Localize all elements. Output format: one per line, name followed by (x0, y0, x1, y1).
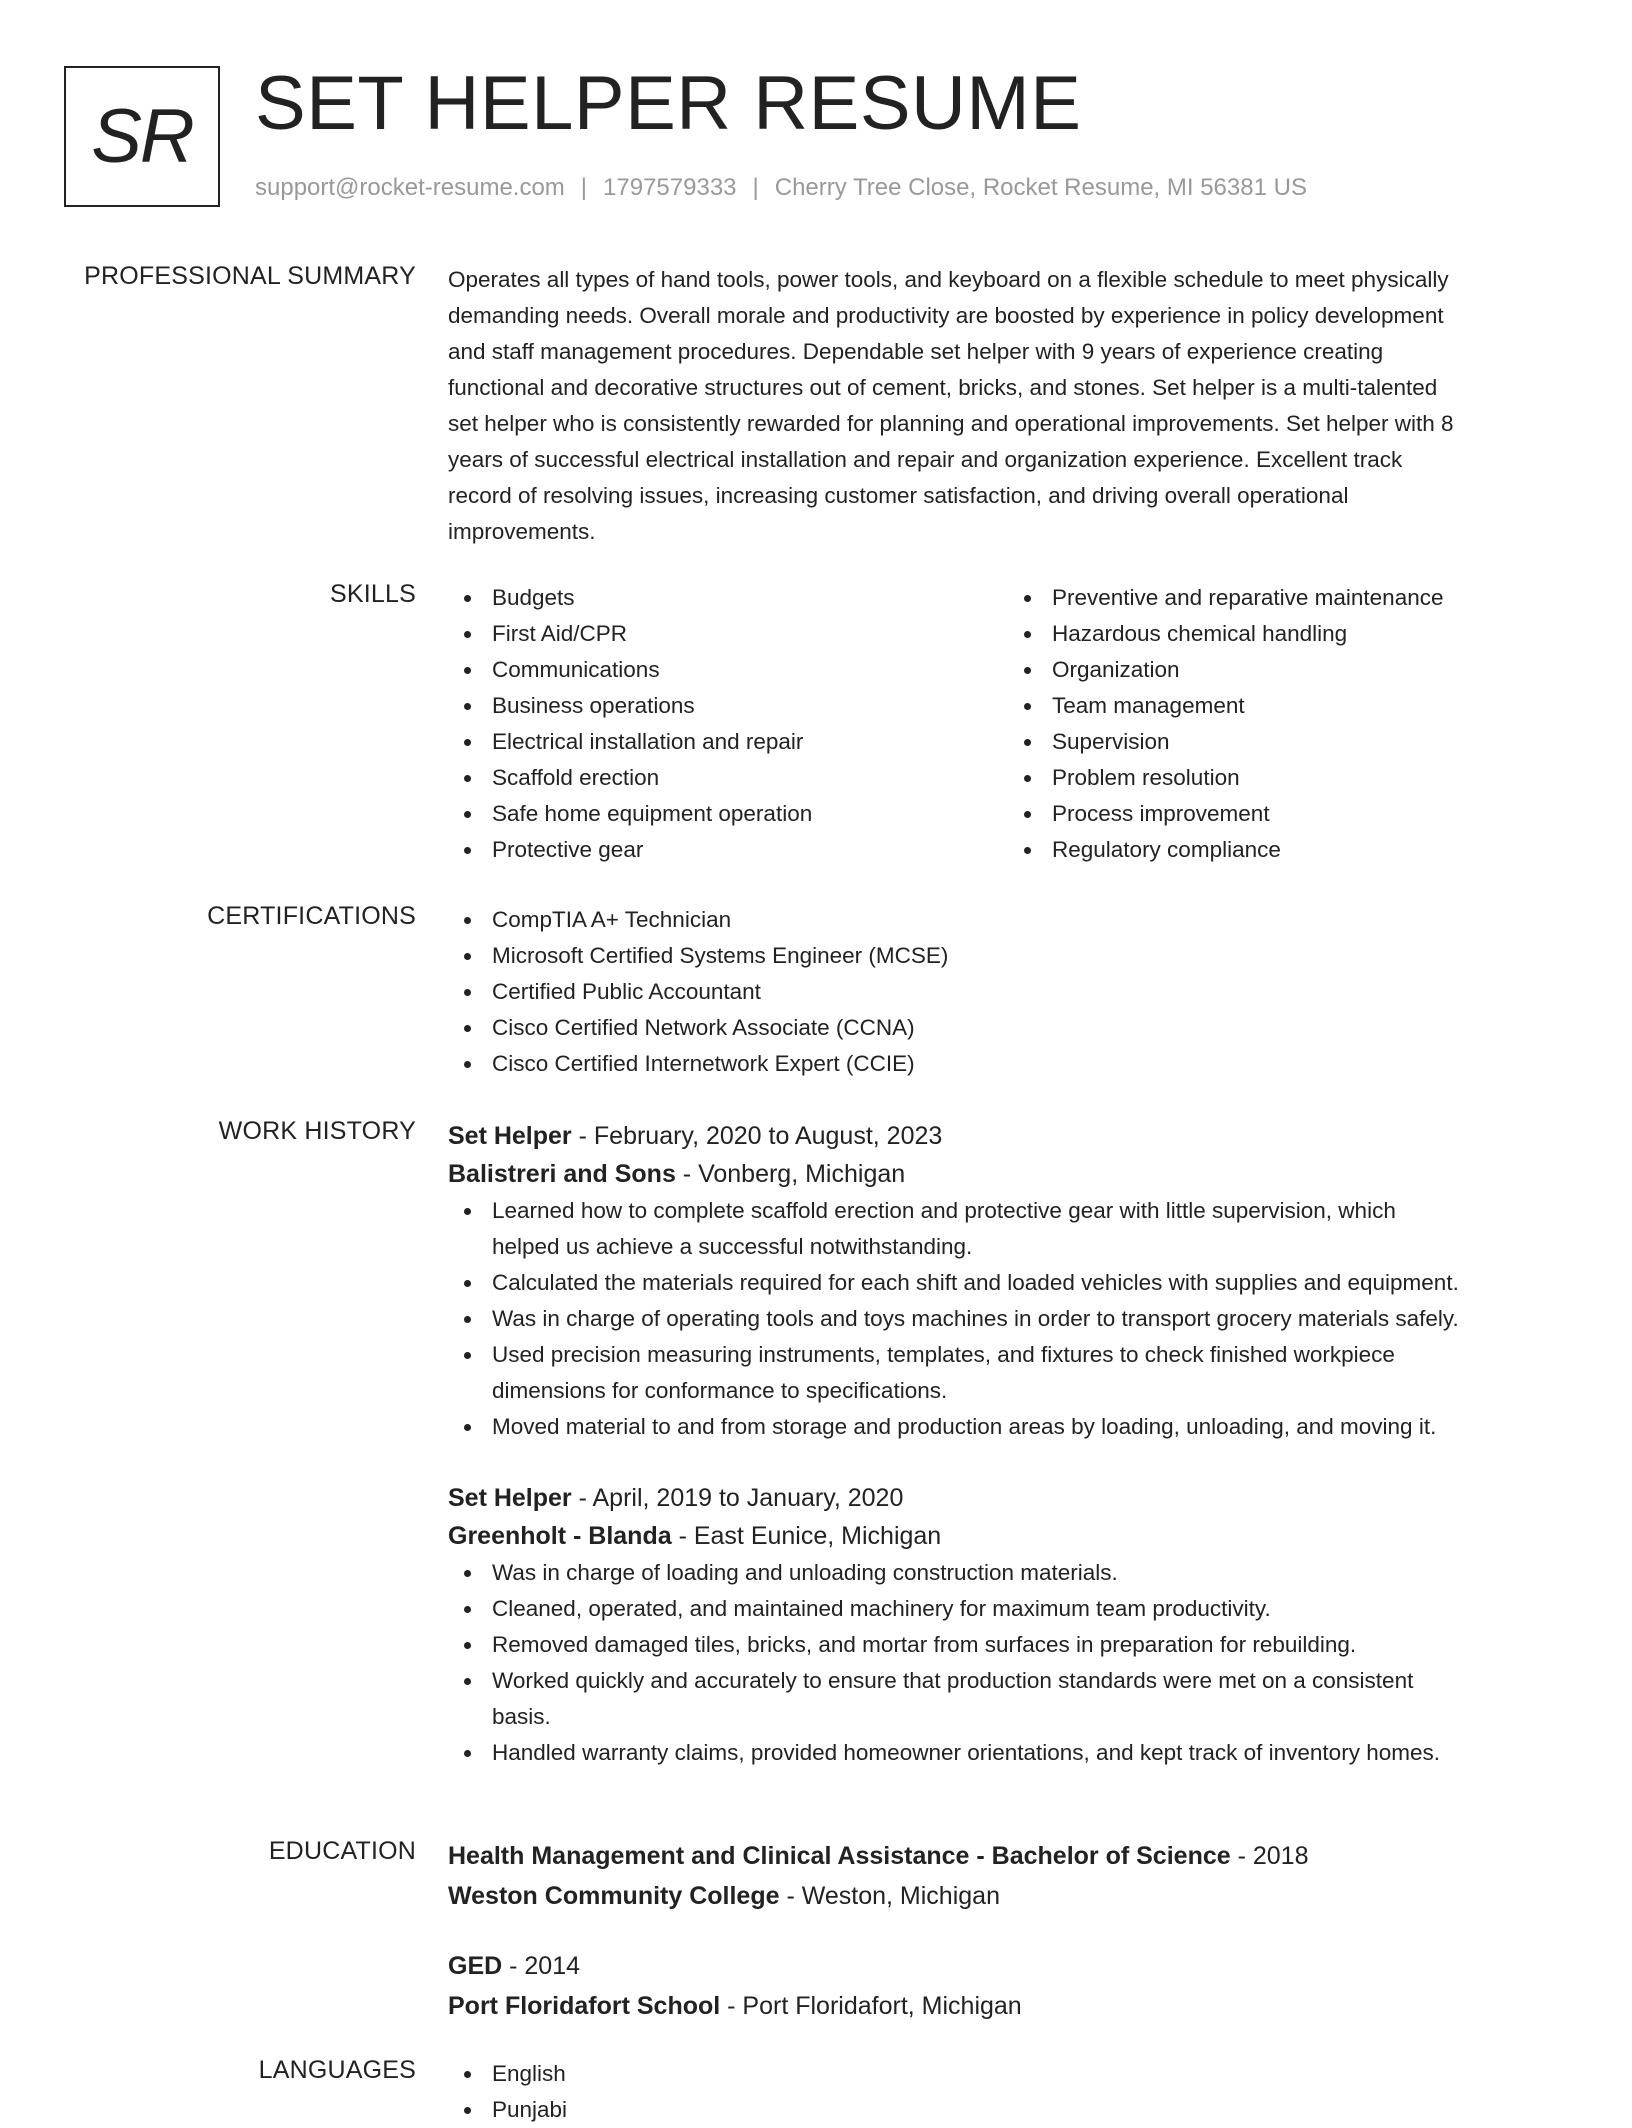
skills-body (448, 580, 1568, 868)
job-company: Greenholt - Blanda (448, 1522, 672, 1550)
certification-item: Cisco Certified Network Associate (CCNA) (492, 1010, 1568, 1046)
certification-item: Cisco Certified Internetwork Expert (CCIE) (492, 1046, 1568, 1082)
language-item: English (492, 2056, 1568, 2092)
skill-item: Supervision (1052, 724, 1568, 760)
bullet-line: helped us achieve a successful notwithstanding. (492, 1234, 973, 1259)
languages-body (448, 2056, 1568, 2128)
contact-email[interactable]: support@rocket-resume.com (255, 174, 565, 201)
bullet-line: Was in charge of loading and unloading construction materials. (492, 1560, 1118, 1585)
bullet-line: Was in charge of operating tools and toys machines in order to transport grocery materials safely. (492, 1306, 1459, 1331)
job-entry (448, 1117, 1568, 1445)
bullet-line: dimensions for conformance to specifications. (492, 1378, 948, 1403)
bullet-line: Calculated the materials required for each shift and loaded vehicles with supplies and equipment. (492, 1270, 1459, 1295)
contact-address: Cherry Tree Close, Rocket Resume, MI 56381 US (774, 174, 1307, 201)
bullet-line: Removed damaged tiles, bricks, and mortar from surfaces in preparation for rebuilding. (492, 1632, 1357, 1657)
education-body (448, 1837, 1568, 2025)
bullet-line: basis. (492, 1704, 551, 1729)
education-school: Weston Community College (448, 1882, 780, 1910)
education-degree: GED (448, 1952, 503, 1980)
certifications-list (448, 902, 1568, 1082)
skill-item: Budgets (492, 580, 1008, 616)
job-bullet (492, 1265, 1568, 1301)
certification-item: Microsoft Certified Systems Engineer (MCSE) (492, 938, 1568, 974)
section-title-summary: PROFESSIONAL SUMMARY (84, 262, 416, 290)
job-role: Set Helper (448, 1484, 572, 1512)
contact-phone[interactable]: 1797579333 (603, 174, 737, 201)
section-title-certifications: CERTIFICATIONS (207, 902, 416, 930)
job-role-line (448, 1479, 1568, 1517)
education-location: - Weston, Michigan (779, 1882, 1000, 1910)
education-school-line (448, 1877, 1568, 1915)
skill-item: Problem resolution (1052, 760, 1568, 796)
summary-line: set helper who is consistently rewarded for planning and operational improvements. Set helper with 8 (448, 411, 1454, 436)
skill-item: Safe home equipment operation (492, 796, 1008, 832)
job-company-line (448, 1517, 1568, 1555)
work-body (448, 1117, 1568, 1771)
bullet-line: Handled warranty claims, provided homeowner orientations, and kept track of inventory homes. (492, 1740, 1440, 1765)
job-role: Set Helper (448, 1122, 572, 1150)
monogram-logo: SR (64, 66, 220, 207)
bullet-line: Cleaned, operated, and maintained machinery for maximum team productivity. (492, 1596, 1271, 1621)
skill-item: Protective gear (492, 832, 1008, 868)
languages-list (448, 2056, 1568, 2128)
summary-body (448, 262, 1568, 550)
education-year: - 2018 (1230, 1842, 1309, 1870)
certification-item: CompTIA A+ Technician (492, 902, 1568, 938)
job-role-line (448, 1117, 1568, 1155)
skills-list-right (1008, 580, 1568, 868)
summary-line: Operates all types of hand tools, power tools, and keyboard on a flexible schedule to meet physically (448, 267, 1449, 292)
job-bullet (492, 1591, 1568, 1627)
resume-header (64, 61, 1568, 211)
summary-line: improvements. (448, 519, 596, 544)
job-bullets (448, 1555, 1568, 1771)
resume-title: SET HELPER RESUME (255, 61, 1082, 146)
education-entry (448, 1837, 1568, 1915)
job-dates: - February, 2020 to August, 2023 (571, 1122, 943, 1150)
skills-list-left (448, 580, 1008, 868)
job-entry (448, 1479, 1568, 1771)
education-school-line (448, 1987, 1568, 2025)
education-entry (448, 1947, 1568, 2025)
job-bullet (492, 1555, 1568, 1591)
education-year: - 2014 (502, 1952, 581, 1980)
job-bullet (492, 1193, 1568, 1265)
section-title-skills: SKILLS (330, 580, 416, 608)
bullet-line: Used precision measuring instruments, templates, and fixtures to check finished workpiece (492, 1342, 1395, 1367)
certification-item: Certified Public Accountant (492, 974, 1568, 1010)
section-title-education: EDUCATION (268, 1837, 416, 1865)
skill-item: Regulatory compliance (1052, 832, 1568, 868)
education-degree-line (448, 1947, 1568, 1985)
summary-line: years of successful electrical installation and repair and organization experience. Excellent track (448, 447, 1403, 472)
job-bullet (492, 1337, 1568, 1409)
job-company-line (448, 1155, 1568, 1193)
job-bullet (492, 1301, 1568, 1337)
skill-item: Hazardous chemical handling (1052, 616, 1568, 652)
skill-item: First Aid/CPR (492, 616, 1008, 652)
education-degree: Health Management and Clinical Assistance - Bachelor of Science (448, 1842, 1231, 1870)
summary-line: and staff management procedures. Dependable set helper with 9 years of experience creating (448, 339, 1384, 364)
job-dates: - April, 2019 to January, 2020 (571, 1484, 904, 1512)
skill-item: Organization (1052, 652, 1568, 688)
job-bullet (492, 1663, 1568, 1735)
education-location: - Port Floridafort, Michigan (720, 1992, 1022, 2020)
language-item: Punjabi (492, 2092, 1568, 2128)
summary-line: demanding needs. Overall morale and productivity are boosted by experience in policy development (448, 303, 1444, 328)
summary-line: record of resolving issues, increasing customer satisfaction, and driving overall operational (448, 483, 1349, 508)
job-location: - Vonberg, Michigan (675, 1160, 906, 1188)
bullet-line: Moved material to and from storage and production areas by loading, unloading, and moving it. (492, 1414, 1437, 1439)
contact-separator: | (580, 174, 588, 201)
skill-item: Electrical installation and repair (492, 724, 1008, 760)
job-bullet (492, 1735, 1568, 1771)
section-title-languages: LANGUAGES (258, 2056, 416, 2084)
skill-item: Team management (1052, 688, 1568, 724)
bullet-line: Worked quickly and accurately to ensure that production standards were met on a consistent (492, 1668, 1414, 1693)
section-title-work: WORK HISTORY (218, 1117, 416, 1145)
job-bullet (492, 1627, 1568, 1663)
skill-item: Preventive and reparative maintenance (1052, 580, 1568, 616)
skill-item: Process improvement (1052, 796, 1568, 832)
contact-line (255, 174, 1307, 202)
certifications-body (448, 902, 1568, 1082)
skill-item: Business operations (492, 688, 1008, 724)
contact-separator: | (752, 174, 759, 201)
job-company: Balistreri and Sons (448, 1160, 676, 1188)
education-degree-line (448, 1837, 1568, 1875)
job-bullet (492, 1409, 1568, 1445)
job-location: - East Eunice, Michigan (671, 1522, 942, 1550)
education-school: Port Floridafort School (448, 1992, 721, 2020)
skill-item: Communications (492, 652, 1008, 688)
summary-line: functional and decorative structures out of cement, bricks, and stones. Set helper is a multi-talented (448, 375, 1438, 400)
skill-item: Scaffold erection (492, 760, 1008, 796)
bullet-line: Learned how to complete scaffold erection and protective gear with little supervision, which (492, 1198, 1396, 1223)
job-bullets (448, 1193, 1568, 1445)
